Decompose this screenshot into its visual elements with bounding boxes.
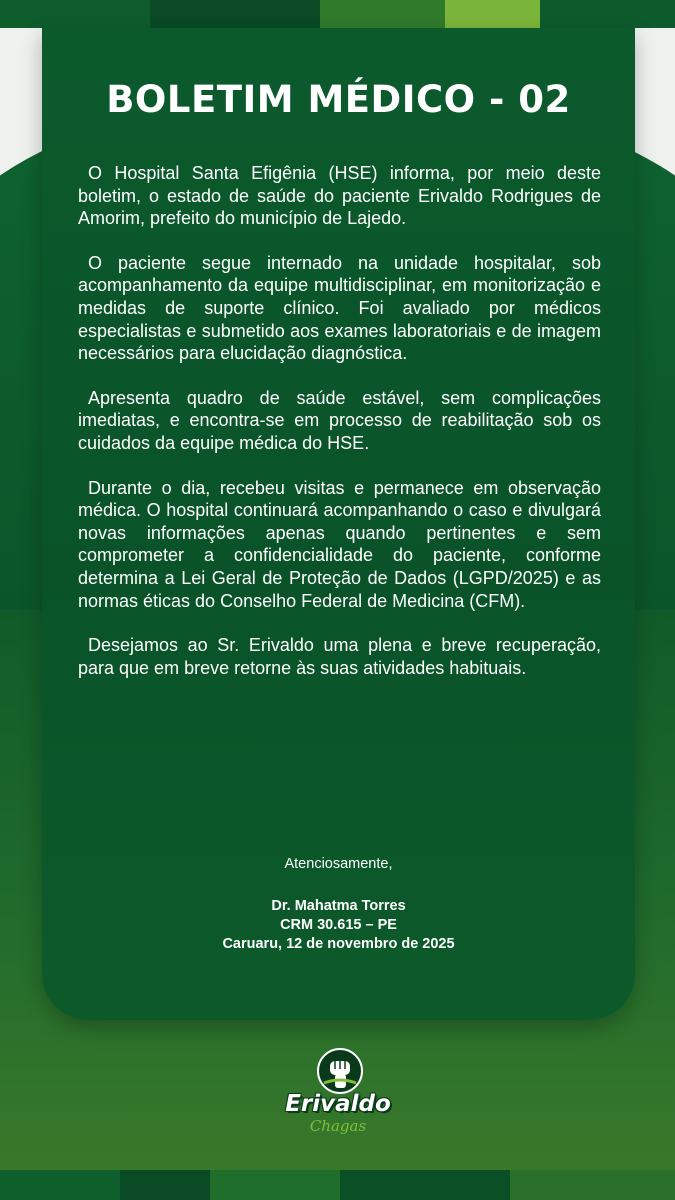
erivaldo-logo	[268, 1045, 408, 1135]
signature-block	[42, 897, 635, 954]
bulletin-body	[78, 162, 601, 701]
bottom-decorative-strip	[0, 1170, 675, 1200]
raised-fist-icon	[316, 1047, 364, 1095]
doctor-name: Dr. Mahatma Torres	[271, 898, 406, 914]
paragraph-1: O Hospital Santa Efigênia (HSE) informa, por meio deste boletim, o estado de saúde do paciente Erivaldo Rodrigues de Amorim, prefeito do município de Lajedo.	[78, 163, 601, 229]
signoff: Atenciosamente,	[284, 856, 393, 872]
paragraph-5: Desejamos ao Sr. Erivaldo uma plena e breve recuperação, para que em breve retorne às suas atividades habituais.	[78, 635, 601, 678]
logo-script-text: Chagas	[309, 1117, 367, 1135]
bulletin-title: BOLETIM MÉDICO - 02	[106, 78, 571, 121]
paragraph-3: Apresenta quadro de saúde estável, sem complicações imediatas, e encontra-se em processo de reabilitação sob os cuidados da equipe médica do HSE.	[78, 387, 601, 453]
top-decorative-strip	[0, 0, 675, 28]
logo-name: Erivaldo	[285, 1091, 391, 1117]
place-date: Caruaru, 12 de novembro de 2025	[222, 936, 455, 952]
paragraph-2: O paciente segue internado na unidade hospitalar, sob acompanhamento da equipe multidisciplinar, em monitorização e medidas de suporte clínico. Foi avaliado por médicos especialistas e submetido aos exames laboratoriais e de imagem necessários para elucidação diagnóstica.	[78, 252, 601, 364]
paragraph-4: Durante o dia, recebeu visitas e permanece em observação médica. O hospital continuará acompanhando o caso e divulgará novas informações apenas quando pertinentes e sem comprometer a confidencialidade do paciente, conforme determina a Lei Geral de Proteção de Dados (LGPD/2025) e as normas éticas do Conselho Federal de Medicina (CFM).	[78, 477, 601, 611]
doctor-crm: CRM 30.615 – PE	[280, 917, 397, 933]
